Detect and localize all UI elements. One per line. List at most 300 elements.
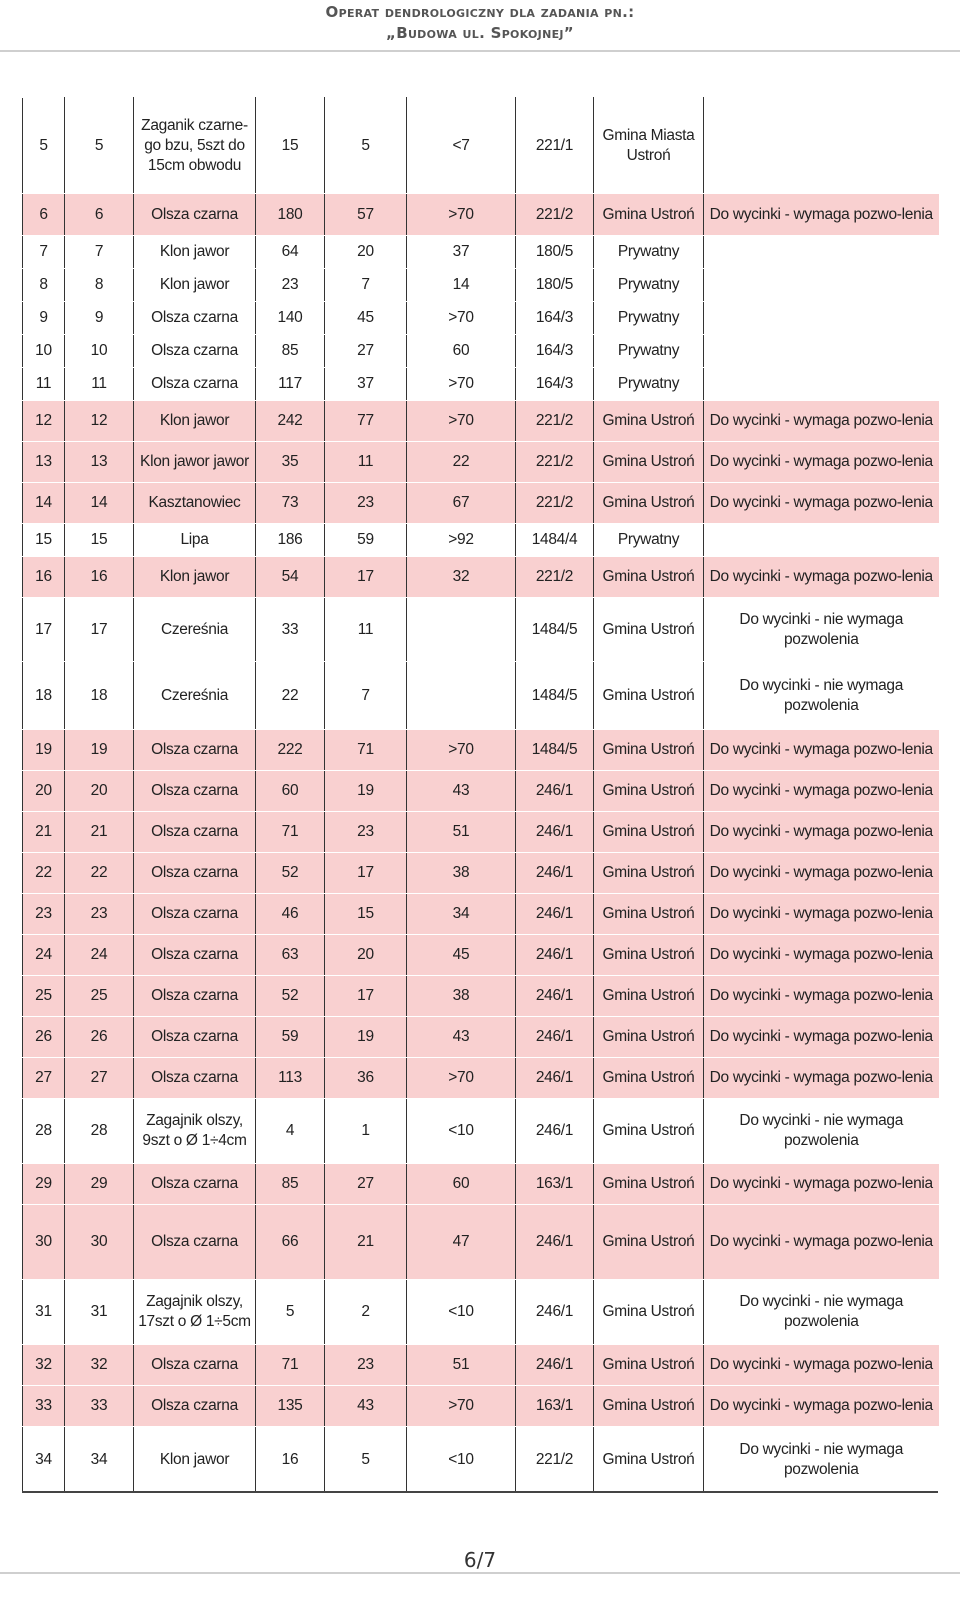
cell-nr-drzewa: 23 [65,894,134,935]
cell-gatunek: Kasztanowiec [134,483,256,524]
cell-obwod: 186 [256,524,325,557]
cell-piersnica: 57 [325,194,407,236]
cell-uwagi: Do wycinki - wymaga pozwo-lenia [704,894,939,935]
cell-dzialka: 246/1 [516,1058,594,1099]
cell-wiek: 38 [407,976,516,1017]
cell-wlasciciel: Prywatny [594,236,704,269]
cell-dzialka: 180/5 [516,269,594,302]
cell-lp: 5 [23,98,65,194]
cell-wiek: 43 [407,1017,516,1058]
cell-wiek: >70 [407,1386,516,1427]
cell-gatunek: Olsza czarna [134,1164,256,1205]
cell-gatunek: Olsza czarna [134,1058,256,1099]
table-row [23,730,939,771]
cell-lp: 23 [23,894,65,935]
cell-gatunek: Lipa [134,524,256,557]
cell-lp: 27 [23,1058,65,1099]
cell-obwod: 64 [256,236,325,269]
cell-nr-drzewa: 10 [65,335,134,368]
cell-nr-drzewa: 5 [65,98,134,194]
cell-lp: 32 [23,1345,65,1386]
cell-dzialka: 246/1 [516,1280,594,1345]
cell-nr-drzewa: 17 [65,598,134,662]
cell-obwod: 242 [256,401,325,442]
cell-gatunek: Klon jawor [134,1427,256,1494]
cell-obwod: 52 [256,853,325,894]
cell-uwagi: Do wycinki - wymaga pozwo-lenia [704,1386,939,1427]
cell-gatunek: Olsza czarna [134,194,256,236]
cell-piersnica: 71 [325,730,407,771]
cell-wiek: 34 [407,894,516,935]
cell-uwagi: Do wycinki - wymaga pozwo-lenia [704,935,939,976]
cell-obwod: 54 [256,557,325,598]
cell-wlasciciel: Gmina Ustroń [594,1164,704,1205]
cell-obwod: 5 [256,1280,325,1345]
cell-piersnica: 23 [325,812,407,853]
table-row [23,1058,939,1099]
cell-gatunek: Klon jawor [134,236,256,269]
cell-wiek: 60 [407,1164,516,1205]
cell-uwagi [704,98,939,194]
cell-lp: 21 [23,812,65,853]
table-row [23,442,939,483]
cell-piersnica: 17 [325,853,407,894]
cell-gatunek: Olsza czarna [134,302,256,335]
table-row [23,598,939,662]
cell-piersnica: 59 [325,524,407,557]
cell-wlasciciel: Gmina Ustroń [594,1427,704,1494]
cell-lp: 22 [23,853,65,894]
cell-lp: 24 [23,935,65,976]
cell-obwod: 59 [256,1017,325,1058]
cell-gatunek: Olsza czarna [134,976,256,1017]
cell-dzialka: 1484/5 [516,730,594,771]
cell-nr-drzewa: 19 [65,730,134,771]
cell-gatunek: Zagajnik olszy, 17szt o Ø 1÷5cm [134,1280,256,1345]
cell-wlasciciel: Gmina Ustroń [594,1058,704,1099]
cell-wlasciciel: Prywatny [594,269,704,302]
cell-uwagi: Do wycinki - nie wymaga pozwolenia [704,1099,939,1164]
cell-piersnica: 11 [325,442,407,483]
cell-gatunek: Klon jawor [134,401,256,442]
cell-piersnica: 17 [325,557,407,598]
cell-dzialka: 246/1 [516,1345,594,1386]
cell-lp: 7 [23,236,65,269]
cell-gatunek: Olsza czarna [134,368,256,401]
cell-gatunek: Olsza czarna [134,335,256,368]
cell-gatunek: Klon jawor [134,269,256,302]
cell-lp: 34 [23,1427,65,1494]
cell-uwagi: Do wycinki - wymaga pozwo-lenia [704,730,939,771]
cell-wlasciciel: Gmina Ustroń [594,935,704,976]
cell-dzialka: 246/1 [516,812,594,853]
cell-gatunek: Czereśnia [134,598,256,662]
cell-wlasciciel: Gmina Ustroń [594,483,704,524]
cell-dzialka: 246/1 [516,894,594,935]
cell-dzialka: 221/2 [516,401,594,442]
cell-piersnica: 77 [325,401,407,442]
cell-obwod: 222 [256,730,325,771]
table-row [23,1345,939,1386]
cell-lp: 18 [23,662,65,730]
cell-piersnica: 7 [325,662,407,730]
cell-wiek: 22 [407,442,516,483]
cell-dzialka: 164/3 [516,368,594,401]
table-row [23,269,939,302]
cell-gatunek: Olsza czarna [134,935,256,976]
cell-piersnica: 23 [325,1345,407,1386]
cell-wlasciciel: Gmina Ustroń [594,557,704,598]
cell-nr-drzewa: 33 [65,1386,134,1427]
cell-dzialka: 164/3 [516,335,594,368]
cell-wiek: <10 [407,1427,516,1494]
cell-wlasciciel: Gmina Ustroń [594,1017,704,1058]
cell-lp: 19 [23,730,65,771]
cell-dzialka: 246/1 [516,976,594,1017]
table-row [23,335,939,368]
cell-dzialka: 1484/5 [516,598,594,662]
cell-dzialka: 246/1 [516,853,594,894]
cell-dzialka: 246/1 [516,1099,594,1164]
cell-uwagi: Do wycinki - wymaga pozwo-lenia [704,194,939,236]
cell-dzialka: 221/2 [516,483,594,524]
cell-nr-drzewa: 6 [65,194,134,236]
table-row [23,853,939,894]
cell-piersnica: 21 [325,1205,407,1280]
table-row [23,194,939,236]
cell-lp: 33 [23,1386,65,1427]
cell-wlasciciel: Prywatny [594,302,704,335]
cell-obwod: 73 [256,483,325,524]
table-row [23,1099,939,1164]
cell-nr-drzewa: 9 [65,302,134,335]
cell-nr-drzewa: 28 [65,1099,134,1164]
cell-piersnica: 36 [325,1058,407,1099]
cell-wiek: 37 [407,236,516,269]
cell-uwagi: Do wycinki - wymaga pozwo-lenia [704,1164,939,1205]
page-number: 6/7 [463,1548,497,1572]
cell-wiek: >70 [407,302,516,335]
table-row [23,771,939,812]
cell-uwagi [704,302,939,335]
cell-wlasciciel: Gmina Ustroń [594,662,704,730]
cell-gatunek: Olsza czarna [134,771,256,812]
cell-nr-drzewa: 20 [65,771,134,812]
cell-wiek: 51 [407,1345,516,1386]
cell-uwagi: Do wycinki - wymaga pozwo-lenia [704,771,939,812]
cell-dzialka: 180/5 [516,236,594,269]
cell-piersnica: 5 [325,98,407,194]
cell-wlasciciel: Gmina Ustroń [594,730,704,771]
cell-wlasciciel: Gmina Ustroń [594,598,704,662]
table-row [23,1280,939,1345]
cell-wiek: 60 [407,335,516,368]
cell-lp: 14 [23,483,65,524]
cell-lp: 6 [23,194,65,236]
cell-dzialka: 246/1 [516,1017,594,1058]
cell-piersnica: 2 [325,1280,407,1345]
cell-nr-drzewa: 31 [65,1280,134,1345]
cell-gatunek: Klon jawor [134,557,256,598]
cell-uwagi: Do wycinki - wymaga pozwo-lenia [704,1017,939,1058]
table-row [23,557,939,598]
cell-wlasciciel: Gmina Ustroń [594,442,704,483]
cell-wiek: >70 [407,730,516,771]
cell-wiek: 47 [407,1205,516,1280]
table-row [23,812,939,853]
cell-lp: 26 [23,1017,65,1058]
cell-wlasciciel: Gmina Ustroń [594,194,704,236]
cell-nr-drzewa: 25 [65,976,134,1017]
cell-obwod: 22 [256,662,325,730]
cell-obwod: 16 [256,1427,325,1494]
table-row [23,368,939,401]
cell-wlasciciel: Gmina Ustroń [594,401,704,442]
cell-lp: 13 [23,442,65,483]
cell-obwod: 71 [256,1345,325,1386]
table-row [23,236,939,269]
cell-uwagi [704,269,939,302]
cell-lp: 11 [23,368,65,401]
cell-wiek: >70 [407,368,516,401]
table-row [23,976,939,1017]
cell-dzialka: 246/1 [516,1205,594,1280]
cell-nr-drzewa: 18 [65,662,134,730]
cell-piersnica: 27 [325,1164,407,1205]
cell-wiek: 51 [407,812,516,853]
cell-lp: 12 [23,401,65,442]
table-row [23,483,939,524]
table-row [23,302,939,335]
table-row [23,1427,939,1494]
cell-gatunek: Olsza czarna [134,853,256,894]
cell-gatunek: Olsza czarna [134,1345,256,1386]
cell-wiek: 45 [407,935,516,976]
cell-nr-drzewa: 21 [65,812,134,853]
cell-nr-drzewa: 26 [65,1017,134,1058]
cell-wlasciciel: Gmina Ustroń [594,1099,704,1164]
cell-piersnica: 11 [325,598,407,662]
cell-dzialka: 221/2 [516,1427,594,1494]
cell-lp: 28 [23,1099,65,1164]
cell-wiek: >92 [407,524,516,557]
cell-dzialka: 246/1 [516,935,594,976]
cell-uwagi: Do wycinki - nie wymaga pozwolenia [704,598,939,662]
cell-wlasciciel: Gmina Ustroń [594,1386,704,1427]
cell-piersnica: 19 [325,771,407,812]
cell-obwod: 180 [256,194,325,236]
cell-wiek [407,598,516,662]
cell-uwagi: Do wycinki - wymaga pozwo-lenia [704,1345,939,1386]
cell-wiek: >70 [407,401,516,442]
cell-uwagi [704,335,939,368]
cell-obwod: 85 [256,1164,325,1205]
cell-piersnica: 20 [325,236,407,269]
cell-nr-drzewa: 7 [65,236,134,269]
cell-lp: 17 [23,598,65,662]
cell-wiek: <7 [407,98,516,194]
cell-obwod: 4 [256,1099,325,1164]
cell-gatunek: Zagajnik olszy, 9szt o Ø 1÷4cm [134,1099,256,1164]
cell-uwagi [704,368,939,401]
cell-wlasciciel: Prywatny [594,368,704,401]
cell-obwod: 60 [256,771,325,812]
cell-obwod: 135 [256,1386,325,1427]
cell-dzialka: 221/2 [516,557,594,598]
cell-uwagi [704,236,939,269]
cell-obwod: 113 [256,1058,325,1099]
cell-obwod: 71 [256,812,325,853]
cell-lp: 16 [23,557,65,598]
cell-lp: 29 [23,1164,65,1205]
cell-uwagi: Do wycinki - wymaga pozwo-lenia [704,483,939,524]
cell-obwod: 140 [256,302,325,335]
footer-divider [0,1572,960,1574]
cell-wiek: <10 [407,1099,516,1164]
cell-wlasciciel: Gmina Ustroń [594,812,704,853]
cell-gatunek: Olsza czarna [134,1205,256,1280]
cell-gatunek: Olsza czarna [134,1017,256,1058]
cell-dzialka: 1484/4 [516,524,594,557]
table-row [23,401,939,442]
cell-piersnica: 17 [325,976,407,1017]
cell-nr-drzewa: 11 [65,368,134,401]
cell-nr-drzewa: 16 [65,557,134,598]
cell-piersnica: 19 [325,1017,407,1058]
cell-piersnica: 43 [325,1386,407,1427]
cell-nr-drzewa: 12 [65,401,134,442]
cell-wlasciciel: Gmina Ustroń [594,853,704,894]
cell-obwod: 33 [256,598,325,662]
cell-nr-drzewa: 24 [65,935,134,976]
table-row [23,1017,939,1058]
cell-gatunek: Zaganik czarne-go bzu, 5szt do 15cm obwodu [134,98,256,194]
cell-lp: 30 [23,1205,65,1280]
cell-dzialka: 164/3 [516,302,594,335]
cell-lp: 10 [23,335,65,368]
cell-wiek: 38 [407,853,516,894]
cell-lp: 9 [23,302,65,335]
cell-lp: 8 [23,269,65,302]
cell-gatunek: Olsza czarna [134,730,256,771]
cell-uwagi [704,524,939,557]
document-header [0,0,960,52]
header-title-line-2: „Budowa ul. Spokojnej” [386,24,574,42]
cell-dzialka: 246/1 [516,771,594,812]
cell-piersnica: 15 [325,894,407,935]
tree-inventory-table [22,97,939,1494]
cell-wlasciciel: Prywatny [594,335,704,368]
cell-nr-drzewa: 30 [65,1205,134,1280]
table-row [23,1164,939,1205]
cell-dzialka: 163/1 [516,1164,594,1205]
cell-uwagi: Do wycinki - nie wymaga pozwolenia [704,662,939,730]
cell-nr-drzewa: 14 [65,483,134,524]
cell-lp: 20 [23,771,65,812]
cell-obwod: 23 [256,269,325,302]
cell-uwagi: Do wycinki - nie wymaga pozwolenia [704,1280,939,1345]
cell-lp: 31 [23,1280,65,1345]
cell-uwagi: Do wycinki - nie wymaga pozwolenia [704,1427,939,1494]
cell-wiek: <10 [407,1280,516,1345]
cell-wiek: 32 [407,557,516,598]
cell-obwod: 63 [256,935,325,976]
cell-wlasciciel: Gmina Miasta Ustroń [594,98,704,194]
cell-piersnica: 5 [325,1427,407,1494]
cell-piersnica: 27 [325,335,407,368]
table-row [23,1205,939,1280]
table-row [23,894,939,935]
cell-wiek: 14 [407,269,516,302]
cell-dzialka: 163/1 [516,1386,594,1427]
cell-piersnica: 23 [325,483,407,524]
cell-obwod: 66 [256,1205,325,1280]
cell-dzialka: 221/1 [516,98,594,194]
cell-uwagi: Do wycinki - wymaga pozwo-lenia [704,401,939,442]
cell-wiek: >70 [407,194,516,236]
cell-piersnica: 45 [325,302,407,335]
cell-nr-drzewa: 8 [65,269,134,302]
cell-piersnica: 7 [325,269,407,302]
table-row [23,98,939,194]
cell-wlasciciel: Gmina Ustroń [594,1345,704,1386]
cell-nr-drzewa: 15 [65,524,134,557]
cell-gatunek: Czereśnia [134,662,256,730]
cell-nr-drzewa: 22 [65,853,134,894]
cell-gatunek: Olsza czarna [134,894,256,935]
cell-uwagi: Do wycinki - wymaga pozwo-lenia [704,1058,939,1099]
cell-nr-drzewa: 27 [65,1058,134,1099]
cell-nr-drzewa: 34 [65,1427,134,1494]
cell-wiek: 67 [407,483,516,524]
cell-obwod: 15 [256,98,325,194]
cell-obwod: 52 [256,976,325,1017]
header-divider [0,50,960,52]
cell-nr-drzewa: 32 [65,1345,134,1386]
table-bottom-border [22,1491,938,1493]
cell-piersnica: 1 [325,1099,407,1164]
cell-wlasciciel: Gmina Ustroń [594,771,704,812]
table-row [23,1386,939,1427]
cell-uwagi: Do wycinki - wymaga pozwo-lenia [704,1205,939,1280]
cell-wiek: 43 [407,771,516,812]
cell-wiek [407,662,516,730]
cell-nr-drzewa: 29 [65,1164,134,1205]
cell-gatunek: Olsza czarna [134,812,256,853]
cell-piersnica: 20 [325,935,407,976]
cell-obwod: 117 [256,368,325,401]
cell-uwagi: Do wycinki - wymaga pozwo-lenia [704,812,939,853]
cell-uwagi: Do wycinki - wymaga pozwo-lenia [704,853,939,894]
cell-gatunek: Klon jawor jawor [134,442,256,483]
cell-piersnica: 37 [325,368,407,401]
cell-lp: 15 [23,524,65,557]
cell-wlasciciel: Gmina Ustroń [594,1280,704,1345]
cell-wiek: >70 [407,1058,516,1099]
cell-dzialka: 1484/5 [516,662,594,730]
table-row [23,935,939,976]
cell-gatunek: Olsza czarna [134,1386,256,1427]
table-row [23,662,939,730]
cell-nr-drzewa: 13 [65,442,134,483]
cell-lp: 25 [23,976,65,1017]
cell-obwod: 35 [256,442,325,483]
cell-dzialka: 221/2 [516,442,594,483]
cell-wlasciciel: Prywatny [594,524,704,557]
table-row [23,524,939,557]
cell-uwagi: Do wycinki - wymaga pozwo-lenia [704,976,939,1017]
cell-wlasciciel: Gmina Ustroń [594,1205,704,1280]
